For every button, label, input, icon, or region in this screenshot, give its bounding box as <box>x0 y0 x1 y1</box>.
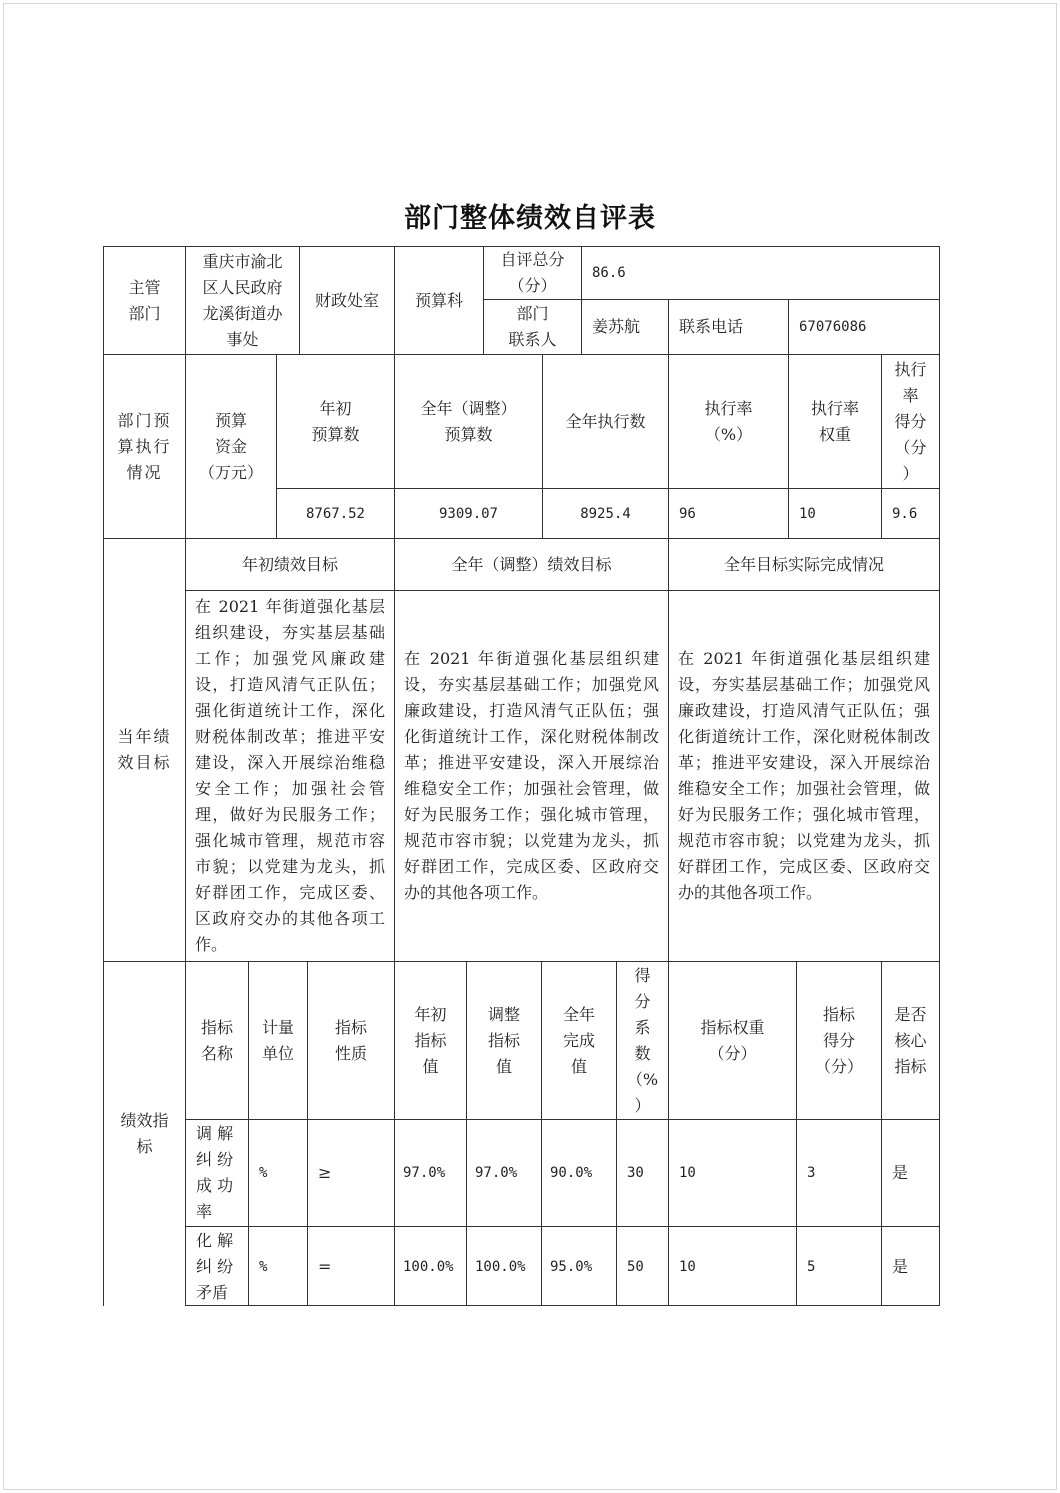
ind-header-unit-label: 计量 单位 <box>261 1017 294 1063</box>
adjusted-budget-value: 9309.07 <box>438 505 498 522</box>
ind-row-weight: 10 <box>679 1258 696 1275</box>
ind-row-weight: 10 <box>679 1165 696 1181</box>
contact-label-cell <box>483 299 581 354</box>
contact-name-cell <box>581 299 668 354</box>
table-row-1-unit <box>248 1119 307 1226</box>
ind-row-name: 调 解 纠 纷 成 功 率 <box>196 1124 234 1221</box>
dept-label-cell <box>103 246 185 354</box>
budget-section-label: 部门预 算执行 情况 <box>117 410 172 482</box>
score-value: 9.6 <box>892 505 918 522</box>
total-score-value: 86.6 <box>592 265 626 281</box>
goal-initial-text-cell <box>185 590 394 961</box>
section-cell <box>394 246 483 354</box>
ind-header-adjusted-label: 调整 指标 值 <box>487 1004 520 1076</box>
indicators-section-label: 绩效指 标 <box>120 1111 169 1156</box>
fund-label-cell <box>185 354 276 538</box>
table-row-2-completed <box>541 1226 616 1306</box>
ind-header-score <box>796 961 881 1119</box>
ind-header-adjusted <box>466 961 541 1119</box>
score-value-cell <box>581 246 939 299</box>
document-title: 部门整体绩效自评表 <box>404 203 656 234</box>
table-row-1-name <box>185 1119 248 1226</box>
section-label: 预算科 <box>414 290 463 310</box>
col-initial-budget <box>276 354 394 488</box>
table-row-2-core <box>881 1226 939 1306</box>
table-row-1-adjusted <box>466 1119 541 1226</box>
ind-header-core-label: 是否 核心 指标 <box>894 1004 927 1076</box>
col-weight <box>788 354 881 488</box>
adjusted-budget-cell <box>394 488 542 538</box>
ind-header-initial <box>394 961 466 1119</box>
table-right-border <box>939 246 940 1306</box>
ind-row-core: 是 <box>892 1163 909 1182</box>
goal-initial-header: 年初绩效目标 <box>241 554 338 574</box>
ind-row-coef: 50 <box>627 1258 644 1275</box>
ind-row-nature: = <box>318 1256 332 1276</box>
dept-label: 主管 部门 <box>128 277 161 323</box>
ind-header-score-label: 指标 得分 （分） <box>814 1004 863 1076</box>
ind-row-unit: % <box>259 1258 268 1275</box>
goal-actual-text-cell <box>668 590 939 961</box>
score-cell <box>881 488 939 538</box>
goals-section-cell <box>103 538 185 961</box>
ind-header-coef-label: 得 分 系 数 （% ） <box>626 965 659 1115</box>
phone-label: 联系电话 <box>679 317 744 336</box>
ind-row-adjusted: 100.0% <box>475 1258 526 1275</box>
table-row-1-core <box>881 1119 939 1226</box>
dept-name-cell <box>185 246 299 354</box>
col-adjusted-budget <box>394 354 542 488</box>
ind-row-coef: 30 <box>627 1165 644 1181</box>
ind-row-name: 化 解 纠 纷 矛盾 <box>196 1230 234 1302</box>
table-row-2-score <box>796 1226 881 1306</box>
ind-header-completed <box>541 961 616 1119</box>
table-row-1-weight <box>668 1119 796 1226</box>
phone-label-cell <box>668 299 788 354</box>
contact-name: 姜苏航 <box>592 317 641 336</box>
initial-budget-cell <box>276 488 394 538</box>
weight-header: 执行率 权重 <box>810 398 859 444</box>
ind-row-unit: % <box>259 1165 268 1181</box>
goal-adjusted-header-cell <box>394 538 668 590</box>
ind-row-core: 是 <box>892 1256 909 1276</box>
weight-value: 10 <box>799 505 816 522</box>
indicators-section-cell <box>103 961 185 1306</box>
ind-header-completed-label: 全年 完成 值 <box>562 1004 595 1076</box>
ind-row-completed: 95.0% <box>550 1258 593 1275</box>
initial-budget-header: 年初 预算数 <box>311 398 360 444</box>
ind-header-nature-label: 指标 性质 <box>334 1017 367 1063</box>
table-row-1-score <box>796 1119 881 1226</box>
ind-row-initial: 97.0% <box>403 1165 446 1181</box>
ind-header-name-label: 指标 名称 <box>200 1017 233 1063</box>
ind-header-coef <box>616 961 668 1119</box>
executed-cell <box>542 488 668 538</box>
ind-header-name <box>185 961 248 1119</box>
table-row-1-coef <box>616 1119 668 1226</box>
goal-actual-header-cell <box>668 538 939 590</box>
ind-header-initial-label: 年初 指标 值 <box>414 1004 447 1076</box>
score-header: 执行 率 得分 （分 ） <box>894 359 927 483</box>
ind-header-nature <box>307 961 394 1119</box>
table-bottom-border <box>185 1305 940 1306</box>
table-row-2-initial <box>394 1226 466 1306</box>
goal-adjusted-text-cell <box>394 590 668 961</box>
rate-header: 执行率 （%） <box>704 398 753 444</box>
table-row-2-weight <box>668 1226 796 1306</box>
contact-label: 部门 联系人 <box>508 304 557 349</box>
initial-budget-value: 8767.52 <box>305 505 365 522</box>
total-score-label: 自评总分 （分） <box>500 250 565 295</box>
phone-value: 67076086 <box>799 319 867 335</box>
dept-name: 重庆市渝北 区人民政府 龙溪街道办 事处 <box>202 251 283 349</box>
adjusted-budget-header: 全年（调整） 预算数 <box>420 398 517 444</box>
table-row-2-unit <box>248 1226 307 1306</box>
col-rate <box>668 354 788 488</box>
goals-section-label: 当年绩 效目标 <box>117 727 172 772</box>
fund-label: 预算 资金 （万元） <box>198 410 263 482</box>
ind-header-core <box>881 961 939 1119</box>
goal-adjusted-header: 全年（调整）绩效目标 <box>451 554 612 574</box>
ind-row-completed: 90.0% <box>550 1165 593 1181</box>
ind-header-unit <box>248 961 307 1119</box>
rate-cell <box>668 488 788 538</box>
weight-cell <box>788 488 881 538</box>
col-score <box>881 354 939 488</box>
executed-value: 8925.4 <box>580 505 631 522</box>
office-cell <box>299 246 394 354</box>
goal-actual-text: 在 2021 年街道强化基层组织建设，夯实基层基础工作；加强党风廉政建设，打造风清气正队伍；强化街道统计工作，深化财税体制改革；推进平安建设，深入开展综治维稳安全工作；加强社会管理，做好为民服务工作；强化城市管理，规范市容市貌；以党建为龙头，抓好群团工作，完成区委、区政府交办的其他各项工作。 <box>678 649 930 902</box>
table-row-2-nature <box>307 1226 394 1306</box>
ind-header-weight-label: 指标权重 （分） <box>700 1017 765 1063</box>
table-row-2-adjusted <box>466 1226 541 1306</box>
ind-row-nature: ≥ <box>318 1163 332 1182</box>
ind-row-initial: 100.0% <box>403 1258 454 1275</box>
table-row-2-coef <box>616 1226 668 1306</box>
score-label-cell <box>483 246 581 299</box>
goal-actual-header: 全年目标实际完成情况 <box>723 554 884 574</box>
ind-row-score: 5 <box>807 1258 816 1275</box>
goal-initial-header-cell <box>185 538 394 590</box>
ind-row-adjusted: 97.0% <box>475 1165 518 1181</box>
goal-adjusted-text: 在 2021 年街道强化基层组织建设，夯实基层基础工作；加强党风廉政建设，打造风清气正队伍；强化街道统计工作，深化财税体制改革；推进平安建设，深入开展综治维稳安全工作；加强社会管理，做好为民服务工作；强化城市管理，规范市容市貌；以党建为龙头，抓好群团工作，完成区委、区政府交办的其他各项工作。 <box>404 649 659 902</box>
rate-value: 96 <box>679 505 696 522</box>
goal-initial-text: 在 2021 年街道强化基层组织建设，夯实基层基础工作；加强党风廉政建设，打造风清气正队伍；强化街道统计工作，深化财税体制改革；推进平安建设，深入开展综治维稳安全工作；加强社会管理，做好为民服务工作；强化城市管理，规范市容市貌；以党建为龙头，抓好群团工作，完成区委、区政府交办的其他各项工作。 <box>195 597 385 954</box>
table-row-1-initial <box>394 1119 466 1226</box>
table-row-1-completed <box>541 1119 616 1226</box>
table-row-1-nature <box>307 1119 394 1226</box>
executed-header: 全年执行数 <box>565 411 646 431</box>
office-label: 财政处室 <box>314 290 379 310</box>
col-executed <box>542 354 668 488</box>
phone-value-cell <box>788 299 939 354</box>
ind-row-score: 3 <box>807 1165 816 1181</box>
budget-section-cell <box>103 354 185 538</box>
table-row-2-name <box>185 1226 248 1306</box>
ind-header-weight <box>668 961 796 1119</box>
